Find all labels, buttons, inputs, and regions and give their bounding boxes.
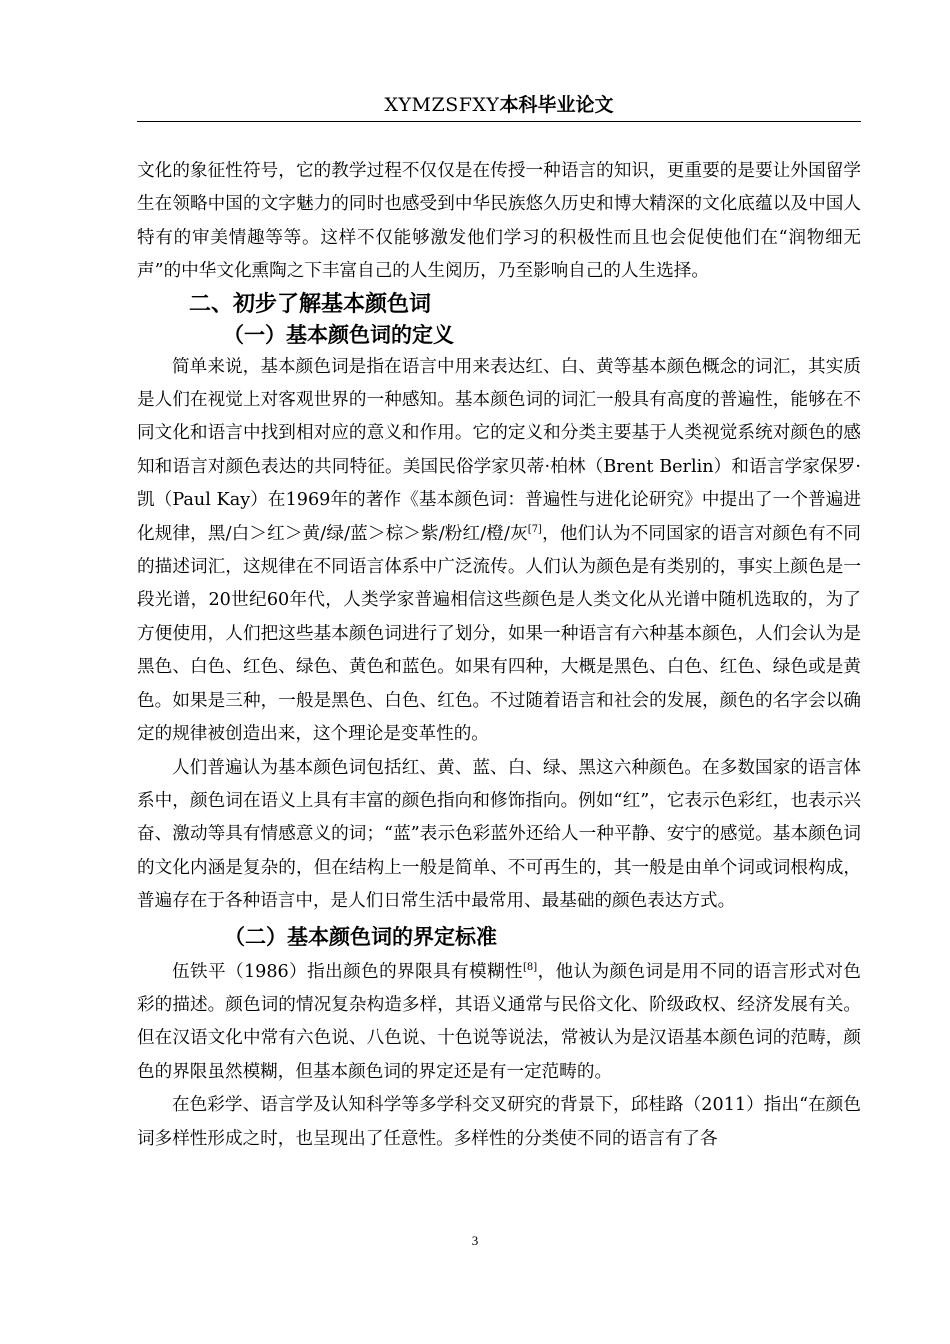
header-rule	[137, 121, 861, 122]
section-heading: 二、初步了解基本颜色词	[189, 291, 432, 317]
page-header	[137, 92, 861, 118]
page-number: 3	[471, 1233, 479, 1248]
citation-ref-8: [8]	[523, 961, 538, 973]
paragraph-six-colors: 人们普遍认为基本颜色词包括红、黄、蓝、白、绿、黑这六种颜色。在多数国家的语言体系中，颜色词在语义上具有丰富的颜色指向和修饰指向。例如“红”，它表示色彩红，也表示兴奋、激动等具有情感意义的词；“蓝”表示色彩蓝外还给人一种平静、安宁的感觉。基本颜色词的文化内涵是复杂的，但在结构上一般是简单、不可再生的，其一般是由单个词或词根构成，普遍存在于各种语言中，是人们日常生活中最常用、最基础的颜色表达方式。	[137, 757, 861, 912]
paragraph-criteria	[137, 956, 861, 1090]
paragraph-criteria-part-a: 伍铁平（1986）指出颜色的界限具有模糊性	[172, 961, 523, 982]
paragraph-definition-part-b: ，他们认为不同国家的语言对颜色有不同的描述词汇，这规律在不同语言体系中广泛流传。人们认为颜色是有类别的，事实上颜色是一段光谱，20世纪60年代，人类学家普遍相信这些颜色是人类文化从光谱中随机选取的，为了方便使用，人们把这些基本颜色词进行了划分，如果一种语言有六种基本颜色，人们会认为是黑色、白色、红色、绿色、黄色和蓝色。如果有四种，大概是黑色、白色、红色、绿色或是黄色。如果是三种，一般是黑色、白色、红色。不过随着语言和社会的发展，颜色的名字会以确定的规律被创造出来，这个理论是变革性的。	[137, 523, 861, 745]
header-doc-label: 本科毕业论文	[499, 94, 614, 116]
subsection-heading-1: （一）基本颜色词的定义	[223, 322, 454, 347]
body-text	[137, 155, 861, 1156]
paragraph-interdisciplinary: 在色彩学、语言学及认知科学等多学科交叉研究的背景下，邱桂路（2011）指出“在颜色词多样性形成之时，也呈现出了任意性。多样性的分类使不同的语言有了各	[137, 1095, 861, 1149]
citation-ref-7: [7]	[527, 523, 542, 535]
subsection-heading-2: （二）基本颜色词的界定标准	[224, 924, 497, 949]
paragraph-definition	[137, 351, 861, 752]
paragraph-continued: 文化的象征性符号，它的教学过程不仅仅是在传授一种语言的知识，更重要的是要让外国留学生在领略中国的文字魅力的同时也感受到中华民族悠久历史和博大精深的文化底蕴以及中国人特有的审美情趣等等。这样不仅能够激发他们学习的积极性而且也会促使他们在“润物细无声”的中华文化熏陶之下丰富自己的人生阅历，乃至影响自己的人生选择。	[137, 161, 861, 282]
paragraph-criteria-part-b: ，他认为颜色词是用不同的语言形式对色彩的描述。颜色词的情况复杂构造多样，其语义通常与民俗文化、阶级政权、经济发展有关。但在汉语文化中常有六色说、八色说、十色说等说法，常被认为是汉语基本颜色词的范畴，颜色的界限虽然模糊，但基本颜色词的界定还是有一定范畴的。	[137, 961, 861, 1082]
header-school-code: XYMZSFXY	[384, 94, 500, 116]
paragraph-definition-part-a: 简单来说，基本颜色词是指在语言中用来表达红、白、黄等基本颜色概念的词汇，其实质是人们在视觉上对客观世界的一种感知。基本颜色词的词汇一般具有高度的普遍性，能够在不同文化和语言中找到相对应的意义和作用。它的定义和分类主要基于人类视觉系统对颜色的感知和语言对颜色表达的共同特征。美国民俗学家贝蒂·柏林（Brent Berlin）和语言学家保罗·凯（Paul Kay）在1969年的著作《基本颜色词：普遍性与进化论研究》中提出了一个普遍进化规律，黑/白＞红＞黄/绿/蓝＞棕＞紫/粉红/橙/灰	[137, 356, 861, 544]
